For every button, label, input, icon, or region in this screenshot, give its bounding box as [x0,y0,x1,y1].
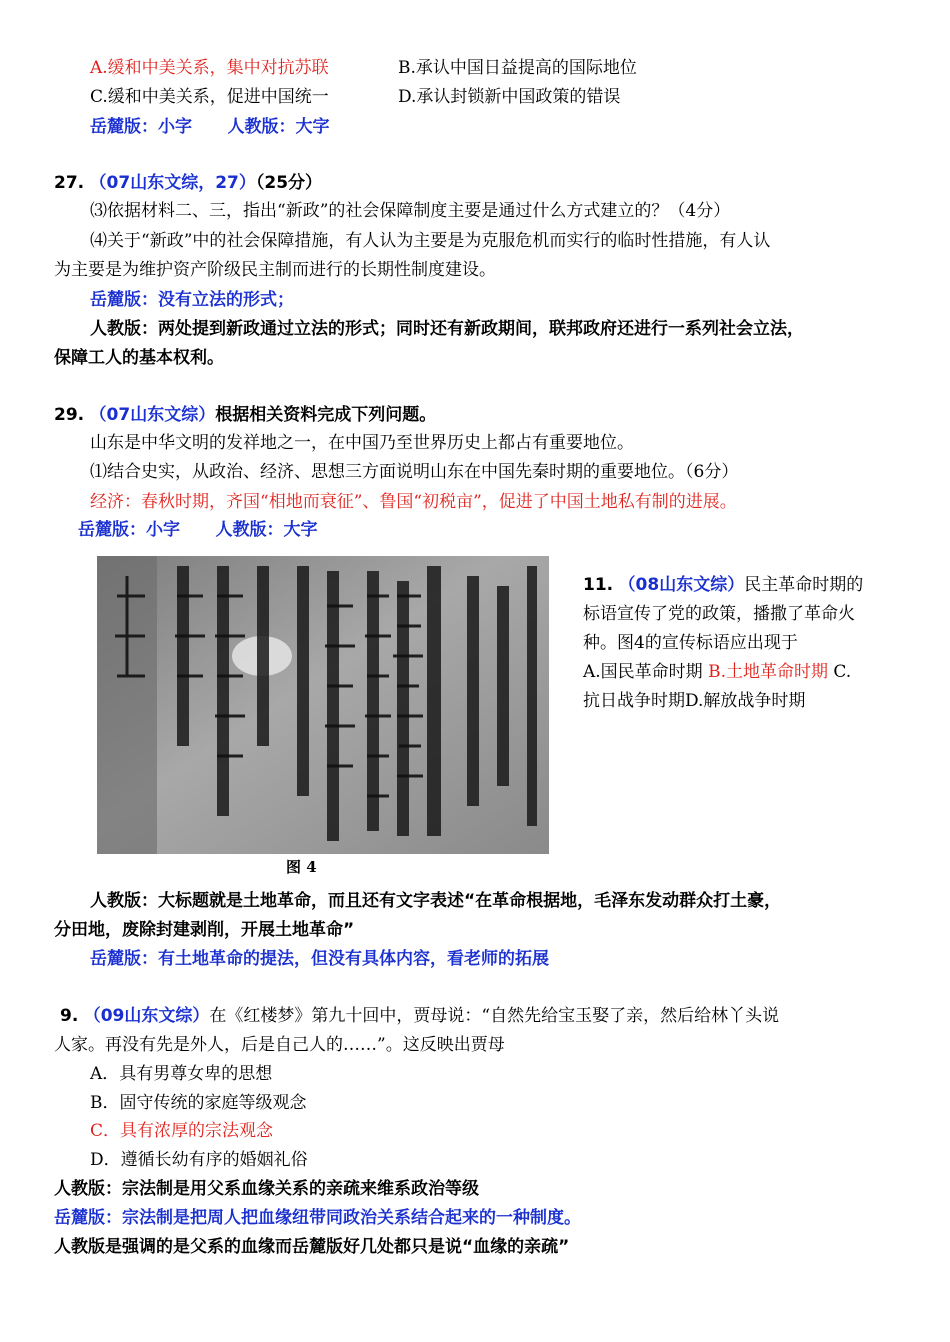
question-9-stem-cont: 人家。再没有先是外人，后是自己人的……”。这反映出贾母 [54,1035,505,1055]
option-b: B.土地革命时期 [708,662,828,682]
question-11-line-3: 种。图4的宣传标语应出现于 [583,633,798,653]
question-27-header [54,171,322,195]
question-29-answer: 经济：春秋时期，齐国“相地而衰征”、鲁国“初税亩”，促进了中国土地私有制的进展。 [90,492,737,512]
yuelu-note: 岳麓版：宗法制是把周人把血缘纽带同政治关系结合起来的一种制度。 [54,1208,581,1228]
question-source: （09山东文综） [83,1006,210,1026]
slogan-photo [97,556,549,854]
question-29-part-1: ⑴结合史实，从政治、经济、思想三方面说明山东在中国先秦时期的重要地位。（6分） [90,462,739,482]
question-9-header [60,1004,779,1028]
question-29-material: 山东是中华文明的发祥地之一，在中国乃至世界历史上都占有重要地位。 [90,433,634,453]
yuelu-note: 岳麓版：有土地革命的提法，但没有具体内容，看老师的拓展 [90,949,549,969]
question-title: 根据相关资料完成下列问题。 [215,405,437,425]
option-b: B.承认中国日益提高的国际地位 [398,58,637,78]
option-a: A.缓和中美关系，集中对抗苏联 [90,58,329,78]
question-11-header [583,573,863,597]
option-d: D.解放战争时期 [685,691,806,711]
edition-note-text: 岳麓版：小字 人教版：大字 [90,117,330,137]
yuelu-note: 岳麓版：没有立法的形式； [90,290,294,310]
question-11-options-2 [583,689,805,713]
question-number: 27. [54,173,85,193]
renjiao-note: 人教版：大标题就是土地革命，而且还有文字表述“在革命根据地，毛泽东发动群众打土豪， [90,891,782,911]
option-a: A.国民革命时期 [583,662,703,682]
option-c: C.缓和中美关系，促进中国统一 [90,87,329,107]
question-number: 11. [583,575,614,595]
option-d: D．遵循长幼有序的婚姻礼俗 [90,1150,308,1170]
question-number: 9. [60,1006,79,1026]
option-c: C．具有浓厚的宗法观念 [90,1121,274,1141]
question-score: （25分） [255,173,323,193]
figure-caption: 图 4 [286,858,317,876]
renjiao-note-cont: 保障工人的基本权利。 [54,348,224,368]
renjiao-note: 人教版：宗法制是用父系血缘关系的亲疏来维系政治等级 [54,1179,479,1199]
question-11-line-2: 标语宣传了党的政策，播撒了革命火 [583,604,855,624]
edition-note [90,115,330,139]
option-c-text: 抗日战争时期 [583,691,685,711]
option-d: D.承认封锁新中国政策的错误 [398,87,621,107]
question-27-part-4: ⑷关于“新政”中的社会保障措施，有人认为主要是为克服危机而实行的临时性措施，有人认 [90,231,771,251]
renjiao-note-cont: 分田地，废除封建剥削，开展土地革命” [54,920,355,940]
question-number: 29. [54,405,85,425]
comparison-note: 人教版是强调的是父系的血缘而岳麓版好几处都只是说“血缘的亲疏” [54,1237,570,1257]
question-source: （07山东文综） [89,405,216,425]
question-9-stem: 在《红楼梦》第九十回中，贾母说：“自然先给宝玉娶了亲，然后给林丫头说 [209,1006,780,1026]
question-source: （07山东文综，27） [89,173,256,193]
question-27-part-4-cont: 为主要是为维护资产阶级民主制而进行的长期性制度建设。 [54,260,496,280]
question-11-options [583,660,851,684]
question-source: （08山东文综） [618,575,745,595]
option-b: B．固守传统的家庭等级观念 [90,1093,307,1113]
edition-note: 岳麓版：小字 人教版：大字 [78,520,318,540]
renjiao-note: 人教版：两处提到新政通过立法的形式；同时还有新政期间，联邦政府还进行一系列社会立法， [90,319,804,339]
slogan-photo-image [97,556,549,854]
question-29-header [54,403,436,427]
question-11-line-1: 民主革命时期的 [744,575,864,595]
option-c: C. [833,662,852,682]
option-a: A．具有男尊女卑的思想 [90,1064,273,1084]
question-27-part-3: ⑶依据材料二、三，指出“新政”的社会保障制度主要是通过什么方式建立的？（4分） [90,201,731,221]
